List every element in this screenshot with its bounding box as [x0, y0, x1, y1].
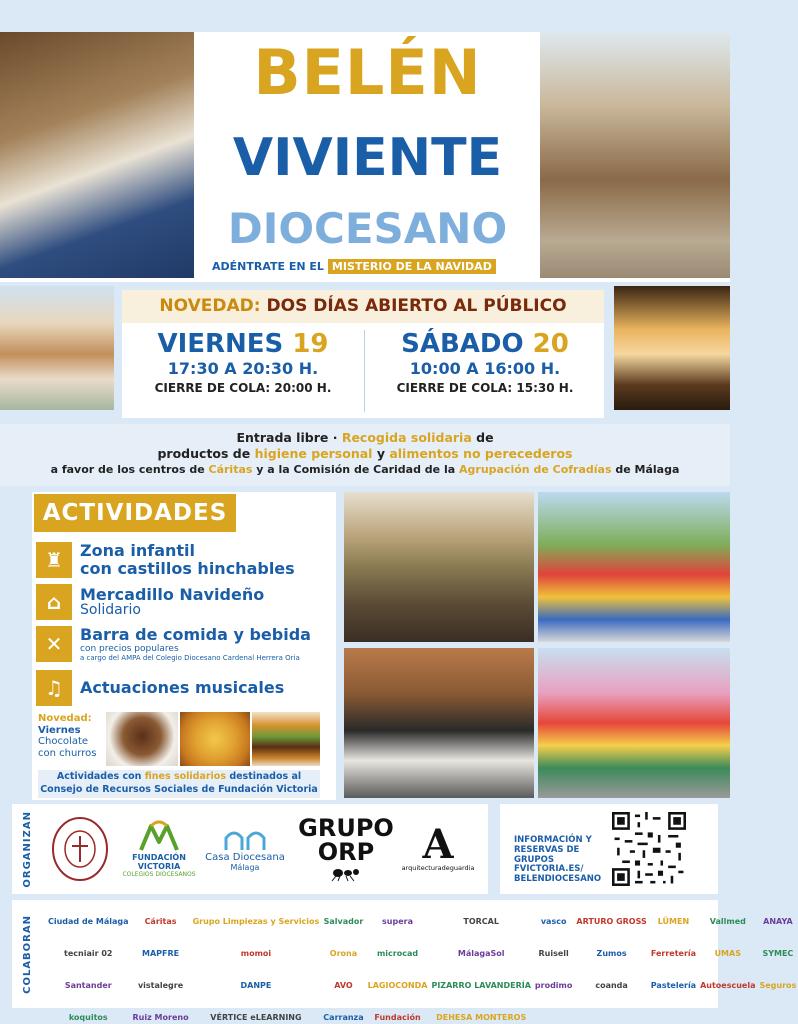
photo-street-procession	[540, 32, 730, 278]
novedad-chocolate-item: Chocolate con churros	[38, 736, 97, 759]
separator: ·	[332, 430, 338, 445]
collaborator-logo: Vallmed	[709, 916, 746, 926]
activity-barra-comida	[36, 626, 311, 662]
collaborator-logo: Grupo Limpiezas y Servicios	[192, 916, 320, 926]
organizers-label-wrap	[14, 806, 40, 892]
qr-info-text: INFORMACIÓN Y RESERVAS DE GRUPOS FVICTORIA.ES/ BELENDIOCESANO	[514, 835, 602, 885]
novedad-chocolate-day: Viernes	[38, 724, 81, 736]
tagline-plain: ADÉNTRATE EN EL	[212, 260, 324, 273]
collaborator-logo: MAPFRE	[141, 948, 180, 958]
photo-nativity-hall	[344, 492, 534, 642]
org-grupo-orp	[296, 814, 396, 884]
collaborator-logo: AVO	[334, 980, 353, 990]
photo-inflatable-castles	[538, 492, 730, 642]
collaborator-logo: Ruiz Moreno	[132, 1012, 189, 1022]
collection-text: Recogida solidaria	[341, 430, 472, 445]
collaborator-logo: LAGIOCONDA	[367, 980, 428, 990]
photo-music-performance	[344, 648, 534, 798]
collaborator-logo: Seguros	[759, 980, 797, 990]
org-ecclesia-malacitana	[48, 814, 112, 884]
ecclesia-seal-icon	[50, 816, 110, 882]
de-text: de	[476, 430, 494, 445]
activity-line2: Solidario	[80, 602, 141, 619]
day-friday	[124, 330, 362, 399]
title-belen: BELÉN	[253, 36, 482, 109]
novedad-chocolate-label: Novedad:	[38, 713, 92, 724]
photo-food-paella	[180, 712, 250, 766]
collaborator-logo: Ciudad de Málaga	[48, 916, 129, 926]
collaborator-logo: MálagaSol	[457, 948, 505, 958]
collaborator-logo: Carranza	[323, 1012, 364, 1022]
photo-food-chocolate-churros	[106, 712, 178, 766]
day-friday-hours: 17:30 A 20:30 H.	[167, 358, 319, 378]
activity-line2: con precios populares	[80, 643, 179, 654]
fundacion-victoria-sub: COLEGIOS DIOCESANOS	[122, 870, 196, 878]
casa-diocesana-logo-icon	[222, 826, 268, 852]
qr-code-icon[interactable]	[612, 812, 686, 886]
activity-mercadillo	[36, 584, 264, 620]
entry-text: Entrada libre	[236, 430, 329, 445]
fundacion-victoria-logo-icon	[137, 820, 181, 854]
collaborators-label: COLABORAN	[21, 914, 33, 994]
collaborator-logo: Ruisell	[538, 948, 569, 958]
market-stall-icon: ⌂	[36, 584, 72, 620]
day-divider	[364, 330, 365, 412]
solidario-suffix: destinados al	[229, 771, 302, 782]
activity-line2: con castillos hinchables	[80, 559, 295, 578]
solidario-line2: Consejo de Recursos Sociales de Fundación Victoria	[40, 783, 318, 795]
activity-line1: Zona infantil	[80, 541, 195, 561]
activity-line3: a cargo del AMPA del Colegio Diocesano Cardenal Herrera Oria	[80, 653, 300, 662]
collaborator-logo: PIZARRO LAVANDERÍA	[431, 980, 531, 990]
organizers-label: ORGANIZAN	[21, 810, 33, 888]
photo-food-burger	[252, 712, 320, 766]
collaborator-logo: UMAS	[714, 948, 741, 958]
novedad-text: DOS DÍAS ABIERTO AL PÚBLICO	[266, 296, 567, 316]
collaborator-logo: Santander	[64, 980, 112, 990]
collaborator-logo: Orona	[329, 948, 358, 958]
activity-line1: Actuaciones musicales	[80, 678, 285, 698]
collaborator-logo: SYMEC	[762, 948, 794, 958]
favor-suffix: de Málaga	[615, 462, 680, 476]
activity-zona-infantil	[36, 542, 295, 578]
hygiene-text: higiene personal	[254, 446, 373, 462]
solidario-prefix: Actividades con	[56, 771, 142, 782]
collaborator-logo: Salvador	[323, 916, 364, 926]
day-friday-number: 19	[292, 329, 329, 359]
collaborator-logo: Fundación	[374, 1012, 421, 1022]
arquitectura-name: arquitecturadeguardia	[401, 864, 475, 873]
collaborator-logo: Ferretería	[650, 948, 697, 958]
favor-prefix: a favor de los centros de	[50, 462, 205, 476]
arquitectura-letter-icon: A	[422, 821, 454, 869]
grupo-orp-name: GRUPO ORP	[298, 814, 394, 866]
favor-mid: y a la Comisión de Caridad de la	[256, 462, 456, 476]
photo-virgin-mary-actress	[0, 32, 194, 278]
activity-line1: Mercadillo Navideño	[80, 584, 265, 604]
collaborator-logo: DEHESA MONTEROS	[436, 1012, 527, 1022]
collaborator-logo: microcad	[376, 948, 419, 958]
photo-nativity-scene-lit	[614, 286, 730, 410]
collaborator-logo: Zumos	[596, 948, 627, 958]
day-saturday	[366, 330, 604, 399]
day-saturday-number: 20	[532, 329, 569, 359]
day-saturday-title	[366, 330, 604, 359]
agrupacion-text: Agrupación de Cofradías	[459, 462, 612, 476]
novedad-banner	[122, 290, 604, 323]
casa-diocesana-name: Casa Diocesana	[205, 851, 285, 863]
solidario-highlight: fines solidarios	[144, 771, 226, 782]
novedad-label: NOVEDAD:	[159, 296, 261, 316]
collaborator-logo: ANAYA	[763, 916, 793, 926]
casa-diocesana-sub: Málaga	[230, 862, 260, 872]
day-friday-title	[124, 330, 362, 359]
activity-actuaciones	[36, 670, 284, 706]
collaborator-logo: Autoescuela	[700, 980, 756, 990]
novedad-chocolate	[38, 713, 108, 759]
collaborator-logo: VÉRTICE eLEARNING	[210, 1012, 302, 1022]
fork-knife-icon: ✕	[36, 626, 72, 662]
collaborator-logo: Pastelería	[650, 980, 697, 990]
fundacion-victoria-name: FUNDACIÓN VICTORIA	[132, 852, 186, 871]
info-band	[0, 424, 730, 486]
activity-line1: Barra de comida y bebida	[80, 625, 311, 644]
collaborator-logo: TORCAL	[463, 916, 499, 926]
tagline-highlight: MISTERIO DE LA NAVIDAD	[328, 259, 496, 274]
collaborator-logo: prodimo	[534, 980, 573, 990]
photo-inflatables-crowd	[538, 648, 730, 798]
org-fundacion-victoria	[118, 814, 200, 884]
title-diocesano: DIOCESANO	[227, 204, 508, 253]
caritas-text: Cáritas	[208, 462, 253, 476]
collaborator-logo: ARTURO GROSS	[576, 916, 647, 926]
collaborators-logo-grid	[46, 906, 797, 1022]
ant-icon	[326, 864, 366, 882]
products-text: productos de	[157, 446, 251, 462]
collaborator-logo: supera	[382, 916, 413, 926]
solidario-note	[38, 770, 320, 798]
day-saturday-queue: CIERRE DE COLA: 15:30 H.	[396, 381, 574, 396]
collaborator-logo: LÜMEN	[657, 916, 690, 926]
collaborator-logo: DANPE	[240, 980, 272, 990]
org-casa-diocesana	[200, 814, 290, 884]
stage-icon: ♫	[36, 670, 72, 706]
photo-courtyard-arches	[0, 286, 114, 410]
day-friday-queue: CIERRE DE COLA: 20:00 H.	[154, 381, 332, 396]
collaborator-logo: momoi	[240, 948, 272, 958]
collaborator-logo: Cáritas	[144, 916, 177, 926]
collaborators-label-wrap	[14, 902, 40, 1006]
day-saturday-name: SÁBADO	[401, 329, 524, 359]
day-friday-name: VIERNES	[157, 329, 284, 359]
collaborator-logo: vistalegre	[137, 980, 184, 990]
collaborator-logo: coanda	[595, 980, 628, 990]
and-text: y	[376, 446, 385, 462]
tagline	[212, 259, 496, 274]
castle-icon: ♜	[36, 542, 72, 578]
food-text: alimentos no perecederos	[389, 446, 573, 462]
org-arquitectura-de-guardia	[398, 814, 478, 884]
title-viviente: VIVIENTE	[232, 128, 503, 188]
day-saturday-hours: 10:00 A 16:00 H.	[409, 358, 561, 378]
activities-title: ACTIVIDADES	[34, 494, 236, 532]
collaborator-logo: vasco	[540, 916, 567, 926]
collaborator-logo: koquitos	[68, 1012, 108, 1022]
collaborator-logo: tecniair 02	[64, 948, 113, 958]
